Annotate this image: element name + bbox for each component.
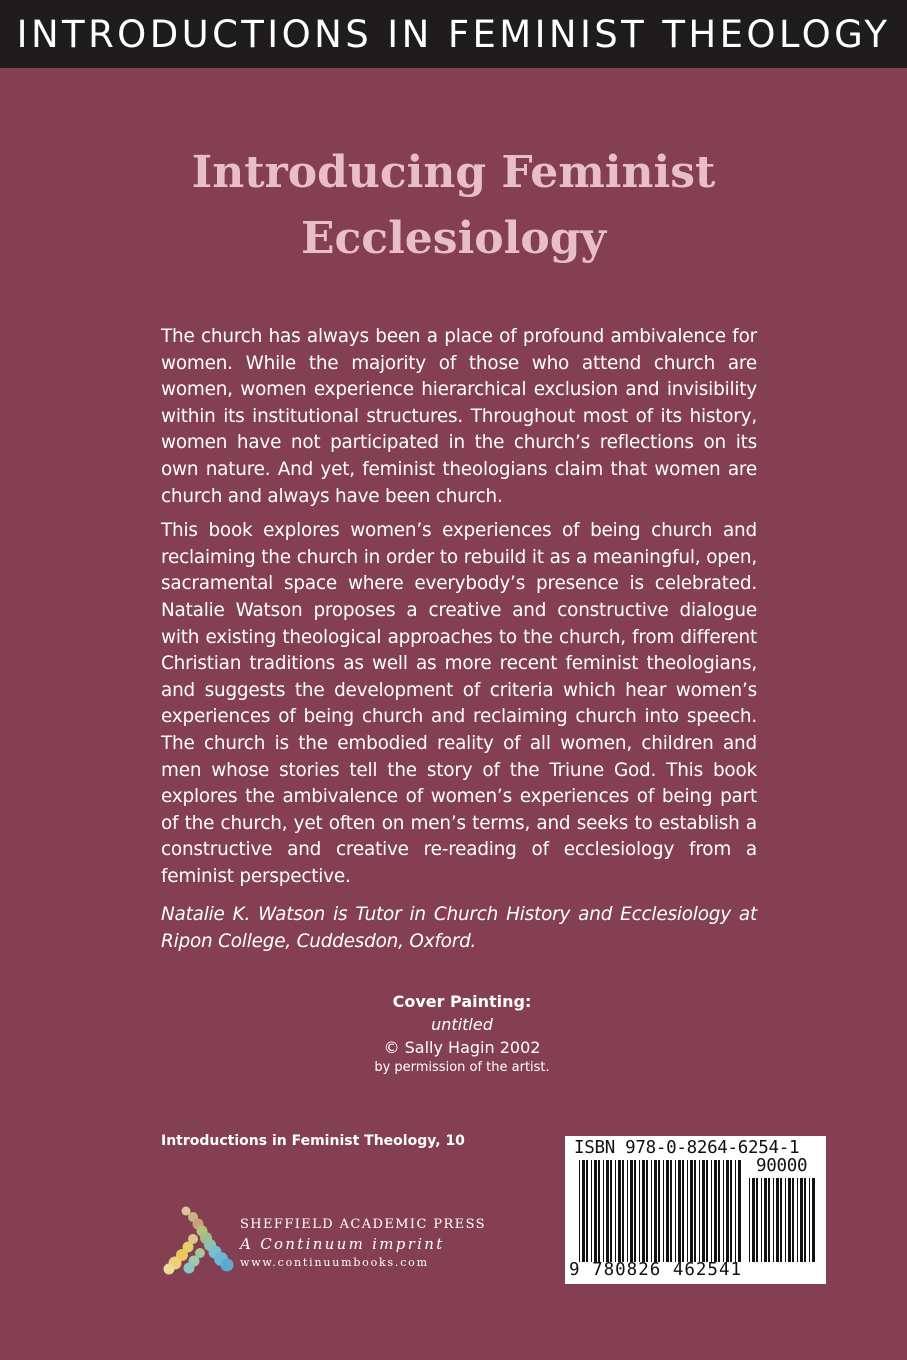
book-title-line-2: Ecclesiology — [300, 213, 607, 264]
book-title — [0, 140, 907, 272]
blurb-paragraph-2: This book explores women’s experiences of being church and reclaiming the church in order to rebuild it as a meaningful, open, sacramental space where everybody’s presence is celebrated. Natalie Watson proposes a creative and constructive dialogue with existing theological approaches to the church, from different Christian traditions as well as more recent feminist theologians, and suggests the development of criteria which hear women’s experiences of being church and reclaiming church into speech. The church is the embodied reality of all women, children and men whose stories tell the story of the Triune God. This book explores the ambivalence of women’s experiences of being part of the church, yet often on men’s terms, and seeks to establish a constructive and creative re-reading of ecclesiology from a feminist perspective. — [161, 520, 757, 887]
cover-credit-heading: Cover Painting: — [392, 992, 532, 1011]
blurb-paragraph-1: The church has always been a place of profound ambivalence for women. While the majority of those who attend church are women, women experience hierarchical exclusion and invisibility within its institutional structures. Throughout most of its history, women have not participated in the church’s reflections on its own nature. And yet, feminist theologians claim that women are church and always have been church. — [161, 326, 757, 507]
publisher-name: SHEFFIELD ACADEMIC PRESS — [240, 1217, 486, 1232]
series-banner-text: INTRODUCTIONS IN FEMINIST THEOLOGY — [16, 12, 891, 56]
book-title-line-1: Introducing Feminist — [191, 147, 716, 198]
blurb — [161, 324, 757, 964]
cover-credit-copyright: © Sally Hagin 2002 — [383, 1038, 541, 1057]
price-code: 90000 — [756, 1156, 808, 1176]
publisher-imprint: A Continuum imprint — [240, 1235, 445, 1253]
cover-credit-permission: by permission of the artist. — [374, 1060, 550, 1075]
publisher-url: www.continuumbooks.com — [240, 1256, 429, 1269]
series-line: Introductions in Feminist Theology, 10 — [161, 1133, 465, 1149]
publisher-text — [240, 1215, 486, 1271]
cover-credit — [0, 990, 907, 1077]
barcode — [565, 1136, 826, 1284]
barcode-digits: 9 780826 462541 — [569, 1260, 743, 1280]
author-note: Natalie K. Watson is Tutor in Church History and Ecclesiology at Ripon College, Cuddesdon, Oxford. — [161, 904, 757, 953]
publisher-logo-icon — [160, 1205, 235, 1277]
publisher-block — [160, 1205, 490, 1280]
series-banner — [0, 0, 907, 68]
cover-credit-work: untitled — [431, 1015, 493, 1034]
isbn-label: ISBN 978-0-8264-6254-1 — [574, 1138, 800, 1158]
